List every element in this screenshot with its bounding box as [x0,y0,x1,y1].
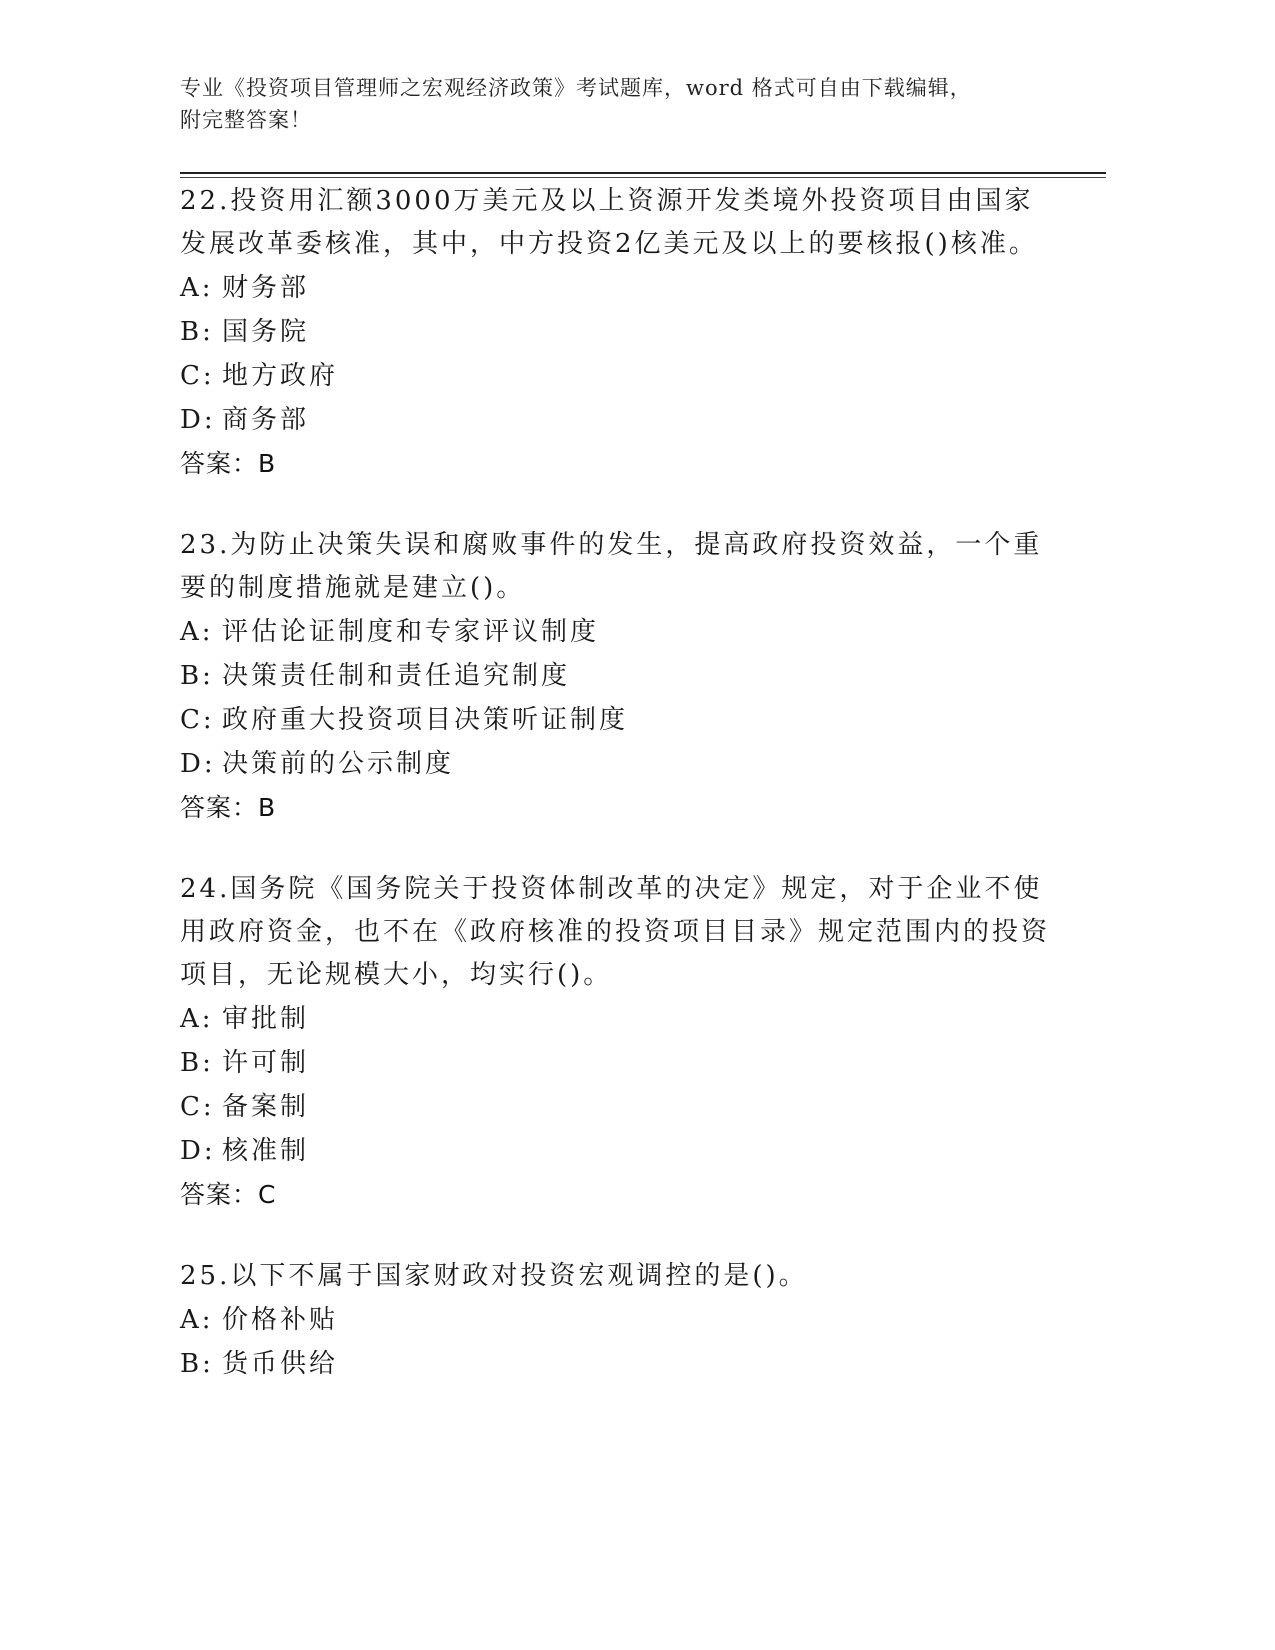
option-letter: C: [180,361,215,391]
option-letter: C: [180,705,215,735]
option-text: 价格补贴 [222,1305,339,1335]
option-b [180,1041,1060,1085]
option-text: 决策责任制和责任追究制度 [222,661,571,691]
question-list [180,180,1060,1424]
option-d [180,742,1060,786]
option-text: 国务院 [222,317,310,347]
option-d [180,398,1060,442]
answer-line: 答案：B [180,449,277,478]
question-25 [180,1255,1060,1386]
answer-line: 答案：B [180,793,277,822]
option-a [180,610,1060,654]
option-letter: B: [180,1349,214,1379]
question-stem: 24.国务院《国务院关于投资体制改革的决定》规定，对于企业不使用政府资金，也不在《政府核准的投资项目目录》规定范围内的投资项目，无论规模大小，均实行()。 [180,874,1051,990]
option-c [180,354,1060,398]
option-letter: B: [180,317,214,347]
option-letter: A: [180,1305,214,1335]
option-c [180,698,1060,742]
option-letter: C: [180,1092,215,1122]
option-b [180,310,1060,354]
option-letter: B: [180,661,214,691]
option-text: 决策前的公示制度 [222,749,455,779]
option-text: 地方政府 [222,361,339,391]
option-b [180,1342,1060,1386]
document-header-note [180,72,1060,136]
option-text: 备案制 [222,1092,310,1122]
option-letter: A: [180,617,214,647]
option-text: 审批制 [222,1004,310,1034]
option-a [180,266,1060,310]
question-stem: 25.以下不属于国家财政对投资宏观调控的是()。 [180,1261,808,1291]
option-letter: A: [180,1004,214,1034]
question-stem: 23.为防止决策失误和腐败事件的发生，提高政府投资效益，一个重要的制度措施就是建立()。 [180,530,1043,603]
option-letter: B: [180,1048,214,1078]
question-stem: 22.投资用汇额3000万美元及以上资源开发类境外投资项目由国家发展改革委核准，其中，中方投资2亿美元及以上的要核报()核准。 [180,186,1038,259]
answer-line: 答案：C [180,1180,277,1209]
option-letter: D: [180,749,216,779]
option-letter: D: [180,405,216,435]
option-text: 货币供给 [222,1349,339,1379]
option-text: 政府重大投资项目决策听证制度 [222,705,629,735]
option-letter: D: [180,1136,216,1166]
header-divider-thin [180,177,1106,178]
question-24 [180,868,1060,1217]
option-c [180,1085,1060,1129]
option-a [180,1298,1060,1342]
option-d [180,1129,1060,1173]
option-a [180,997,1060,1041]
option-text: 商务部 [222,405,310,435]
question-23 [180,524,1060,830]
option-text: 评估论证制度和专家评议制度 [222,617,600,647]
option-text: 财务部 [222,273,310,303]
option-text: 许可制 [222,1048,310,1078]
header-divider-thick [180,172,1106,174]
header-line-1: 专业《投资项目管理师之宏观经济政策》考试题库，word 格式可自由下载编辑， [180,76,972,100]
option-b [180,654,1060,698]
option-letter: A: [180,273,214,303]
question-22 [180,180,1060,486]
header-line-2: 附完整答案！ [180,108,312,132]
option-text: 核准制 [222,1136,310,1166]
